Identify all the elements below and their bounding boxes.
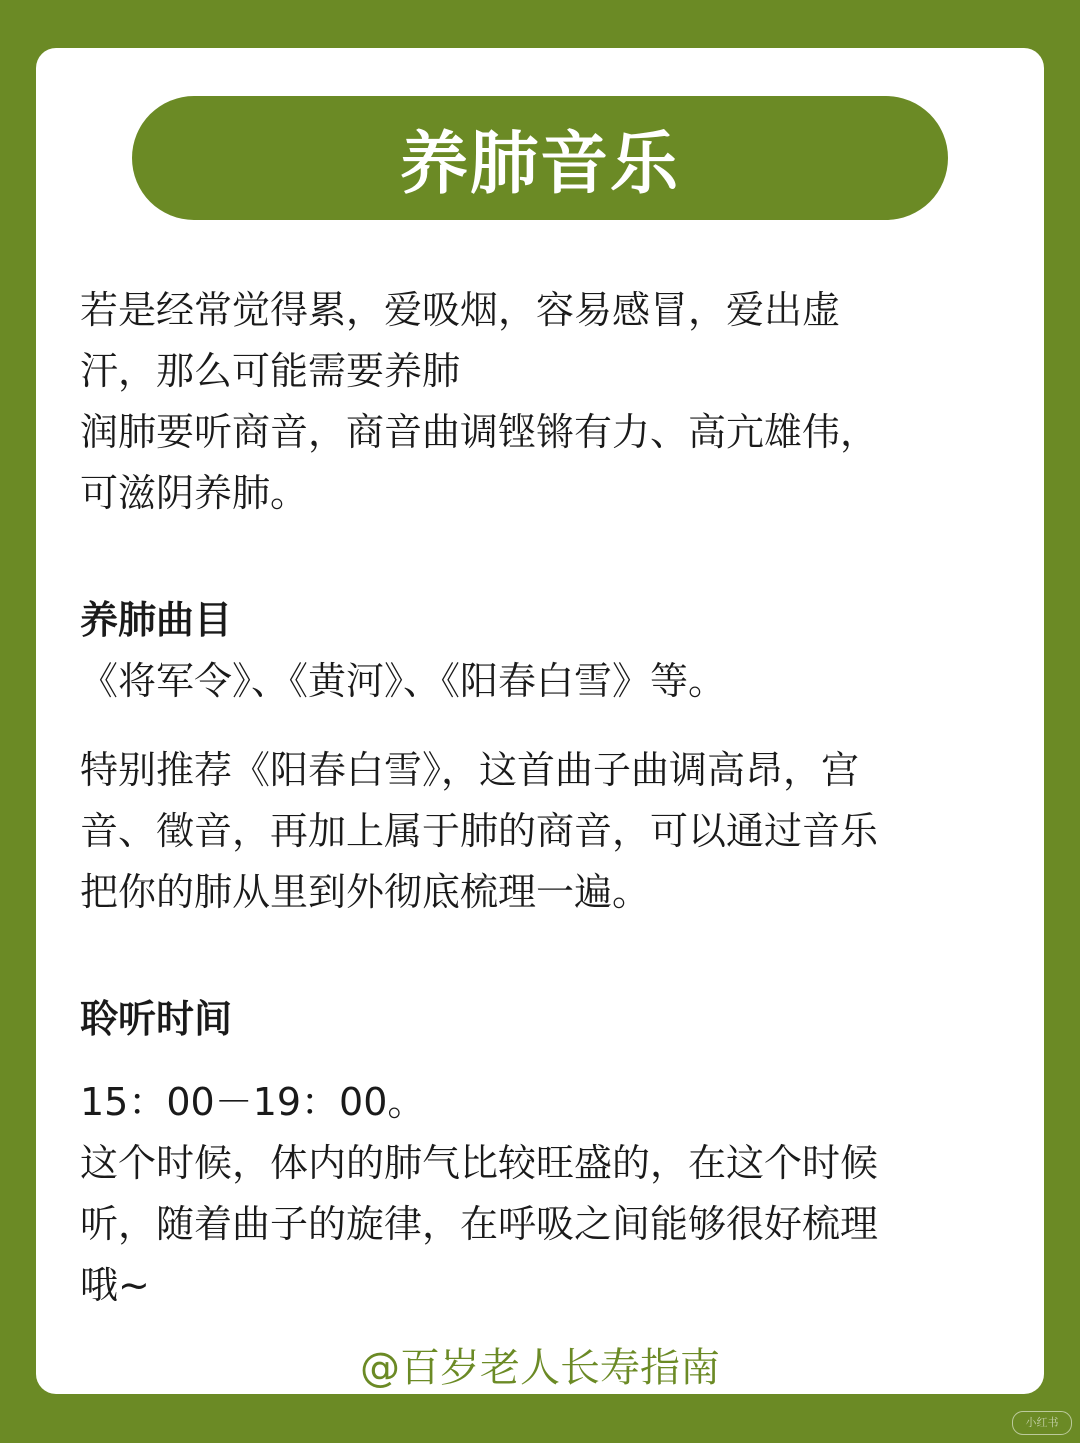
- intro-line-4: 可滋阴养肺。: [80, 471, 309, 515]
- spacer: [80, 712, 1000, 740]
- spacer: [80, 524, 1000, 590]
- songs-list: 《将军令》、《黄河》、《阳春白雪》等。: [80, 659, 727, 703]
- intro-line-2: 汗，那么可能需要养肺: [80, 349, 461, 393]
- recommend-line-1: 特别推荐《阳春白雪》，这首曲子曲调高昂，宫: [80, 748, 860, 792]
- recommend-line-2: 音、徵音，再加上属于肺的商音，可以通过音乐: [80, 809, 879, 853]
- spacer: [80, 923, 1000, 989]
- platform-watermark: 小红书: [1012, 1411, 1072, 1435]
- time-desc-line-2: 听，随着曲子的旋律，在呼吸之间能够很好梳理: [80, 1202, 879, 1246]
- time-heading: 聆听时间: [80, 997, 233, 1041]
- spacer: [80, 1050, 1000, 1072]
- songs-heading: 养肺曲目: [80, 598, 233, 642]
- title-banner: [132, 96, 948, 220]
- recommend-line-3: 把你的肺从里到外彻底梳理一遍。: [80, 870, 651, 914]
- time-desc-line-1: 这个时候，体内的肺气比较旺盛的，在这个时候: [80, 1141, 879, 1185]
- intro-line-3: 润肺要听商音，商音曲调铿锵有力、高亢雄伟，: [80, 410, 879, 454]
- page-title: 养肺音乐: [399, 124, 680, 204]
- intro-line-1: 若是经常觉得累，爱吸烟，容易感冒，爱出虚: [80, 288, 841, 332]
- article-body: [80, 280, 1000, 1316]
- listening-time: 15：00－19：00。: [80, 1080, 426, 1124]
- time-desc-line-3: 哦~: [80, 1263, 150, 1307]
- author-signature: @百岁老人长寿指南: [360, 1345, 720, 1391]
- content-card: [36, 48, 1044, 1394]
